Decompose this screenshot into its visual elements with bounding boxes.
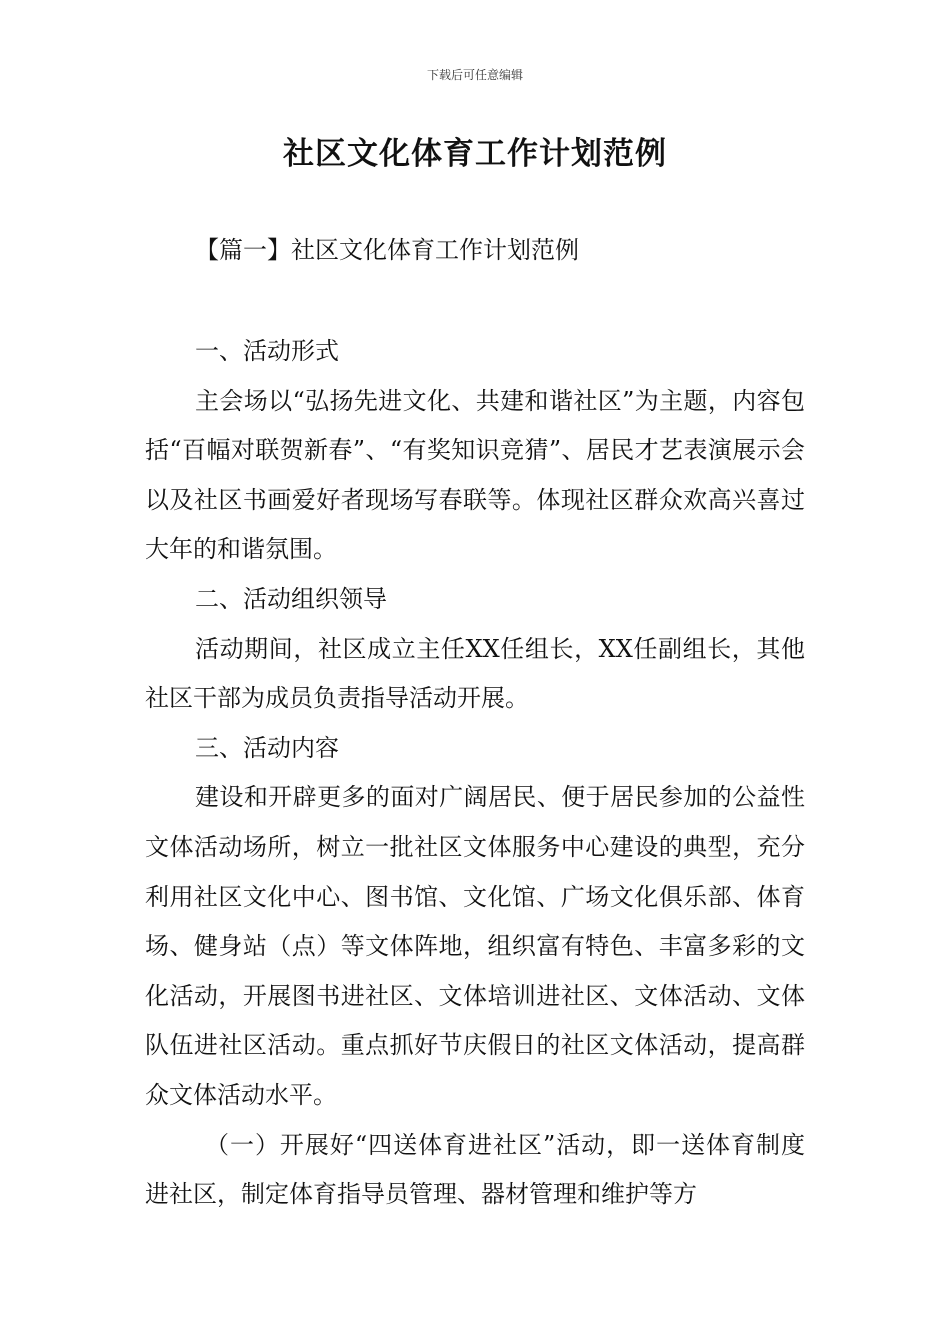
heading-activity-content: 三、活动内容 (195, 733, 339, 762)
document-title: 社区文化体育工作计划范例 (283, 136, 667, 172)
paragraph-activity-form: 主会场以“弘扬先进文化、共建和谐社区”为主题，内容包括“百幅对联贺新春”、“有奖知识竞猜”、居民才艺表演展示会以及社区书画爱好者现场写春联等。体现社区群众欢高兴喜过大年的和谐氛围。 (145, 386, 805, 564)
heading-activity-form: 一、活动形式 (195, 337, 339, 365)
header-note: 下载后可任意编辑 (426, 68, 523, 82)
paragraph-sub-item-1: （一）开展好“四送体育进社区”活动，即一送体育制度进社区，制定体育指导员管理、器材管理和维护等方 (145, 1130, 805, 1209)
document-body (145, 327, 805, 1220)
heading-organization: 二、活动组织领导 (195, 584, 387, 613)
paragraph-activity-content: 建设和开辟更多的面对广阔居民、便于居民参加的公益性文体活动场所，树立一批社区文体服务中心建设的典型，充分利用社区文化中心、图书馆、文化馆、广场文化俱乐部、体育场、健身站（点）等文体阵地，组织富有特色、丰富多彩的文化活动，开展图书进社区、文体培训进社区、文体活动、文体队伍进社区活动。重点抓好节庆假日的社区文体活动，提高群众文体活动水平。 (145, 783, 805, 1109)
paragraph-organization: 活动期间，社区成立主任XX任组长，XX任副组长，其他社区干部为成员负责指导活动开展。 (145, 634, 805, 713)
section-heading: 【篇一】社区文化体育工作计划范例 (195, 236, 579, 264)
